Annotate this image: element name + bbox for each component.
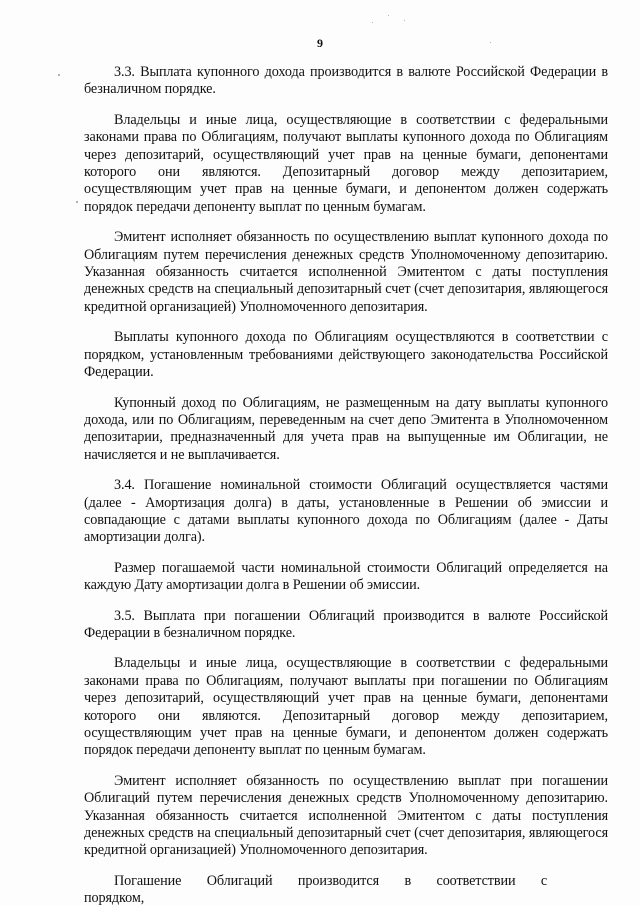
scan-speck bbox=[58, 74, 60, 76]
paragraph-coupon-issuer-obligation: Эмитент исполняет обязанность по осуществлению выплат купонного дохода по Облигациям путем перечисления денежных средств Уполномоченному депозитарию. Указанная обязанность считается исполненной Эмитентом с даты поступления денежных средств на специальный депозитарный счет (счет депозитария, являющегося кредитной организацией) Уполномоченного депозитария. bbox=[84, 229, 608, 315]
paragraph-3-5: 3.5. Выплата при погашении Облигаций производится в валюте Российской Федерации в безналичном порядке. bbox=[84, 607, 608, 641]
scan-speck bbox=[404, 20, 405, 21]
paragraph-3-3: 3.3. Выплата купонного дохода производится в валюте Российской Федерации в безналичном порядке. bbox=[84, 64, 608, 98]
paragraph-3-4: 3.4. Погашение номинальной стоимости Облигаций осуществляется частями (далее - Амортизация долга) в даты, установленные в Решении об эмиссии и совпадающие с датами выплаты купонного дохода по Облигациям (далее - Даты амортизации долга). bbox=[84, 477, 608, 546]
scan-speck bbox=[76, 201, 78, 203]
paragraph-redemption-depositary: Владельцы и иные лица, осуществляющие в соответствии с федеральными законами права по Облигациям, получают выплаты при погашении по Облигациям через депозитарий, осуществляющий учет прав на ценные бумаги, депонентами которого они являются. Депозитарный договор между депозитарием, осуществляющим учет прав на ценные бумаги, и депонентом должен содержать порядок передачи депоненту выплат по ценным бумагам. bbox=[84, 655, 608, 759]
document-body bbox=[84, 64, 608, 908]
paragraph-amortization-size: Размер погашаемой части номинальной стоимости Облигаций определяется на каждую Дату амортизации долга в Решении об эмиссии. bbox=[84, 559, 608, 594]
paragraph-coupon-depositary: Владельцы и иные лица, осуществляющие в соответствии с федеральными законами права по Облигациям, получают выплаты купонного дохода по Облигациям через депозитарий, осуществляющий учет прав на ценные бумаги, депонентами которого они являются. Депозитарный договор между депозитарием, осуществляющим учет прав на ценные бумаги, и депонентом должен содержать порядок передачи депоненту выплат по ценным бумагам. bbox=[84, 111, 608, 215]
scan-speck bbox=[372, 22, 373, 23]
paragraph-coupon-legislation: Выплаты купонного дохода по Облигациям осуществляются в соответствии с порядком, установленным требованиями действующего законодательства Российской Федерации. bbox=[84, 329, 608, 381]
paragraph-redemption-order: Погашение Облигаций производится в соответствии с порядком, bbox=[84, 872, 548, 907]
paragraph-coupon-not-accrued: Купонный доход по Облигациям, не размещенным на дату выплаты купонного дохода, или по Облигациям, переведенным на счет депо Эмитента в Уполномоченном депозитарии, предназначенный для учета прав на выпущенные им Облигации, не начисляется и не выплачивается. bbox=[84, 394, 608, 463]
page-number: 9 bbox=[317, 36, 323, 50]
scan-speck bbox=[388, 15, 389, 16]
paragraph-redemption-issuer-obligation: Эмитент исполняет обязанность по осуществлению выплат при погашении Облигаций путем перечисления денежных средств Уполномоченному депозитарию. Указанная обязанность считается исполненной Эмитентом с даты поступления денежных средств на специальный депозитарный счет (счет депозитария, являющегося кредитной организацией) Уполномоченного депозитария. bbox=[84, 772, 608, 859]
